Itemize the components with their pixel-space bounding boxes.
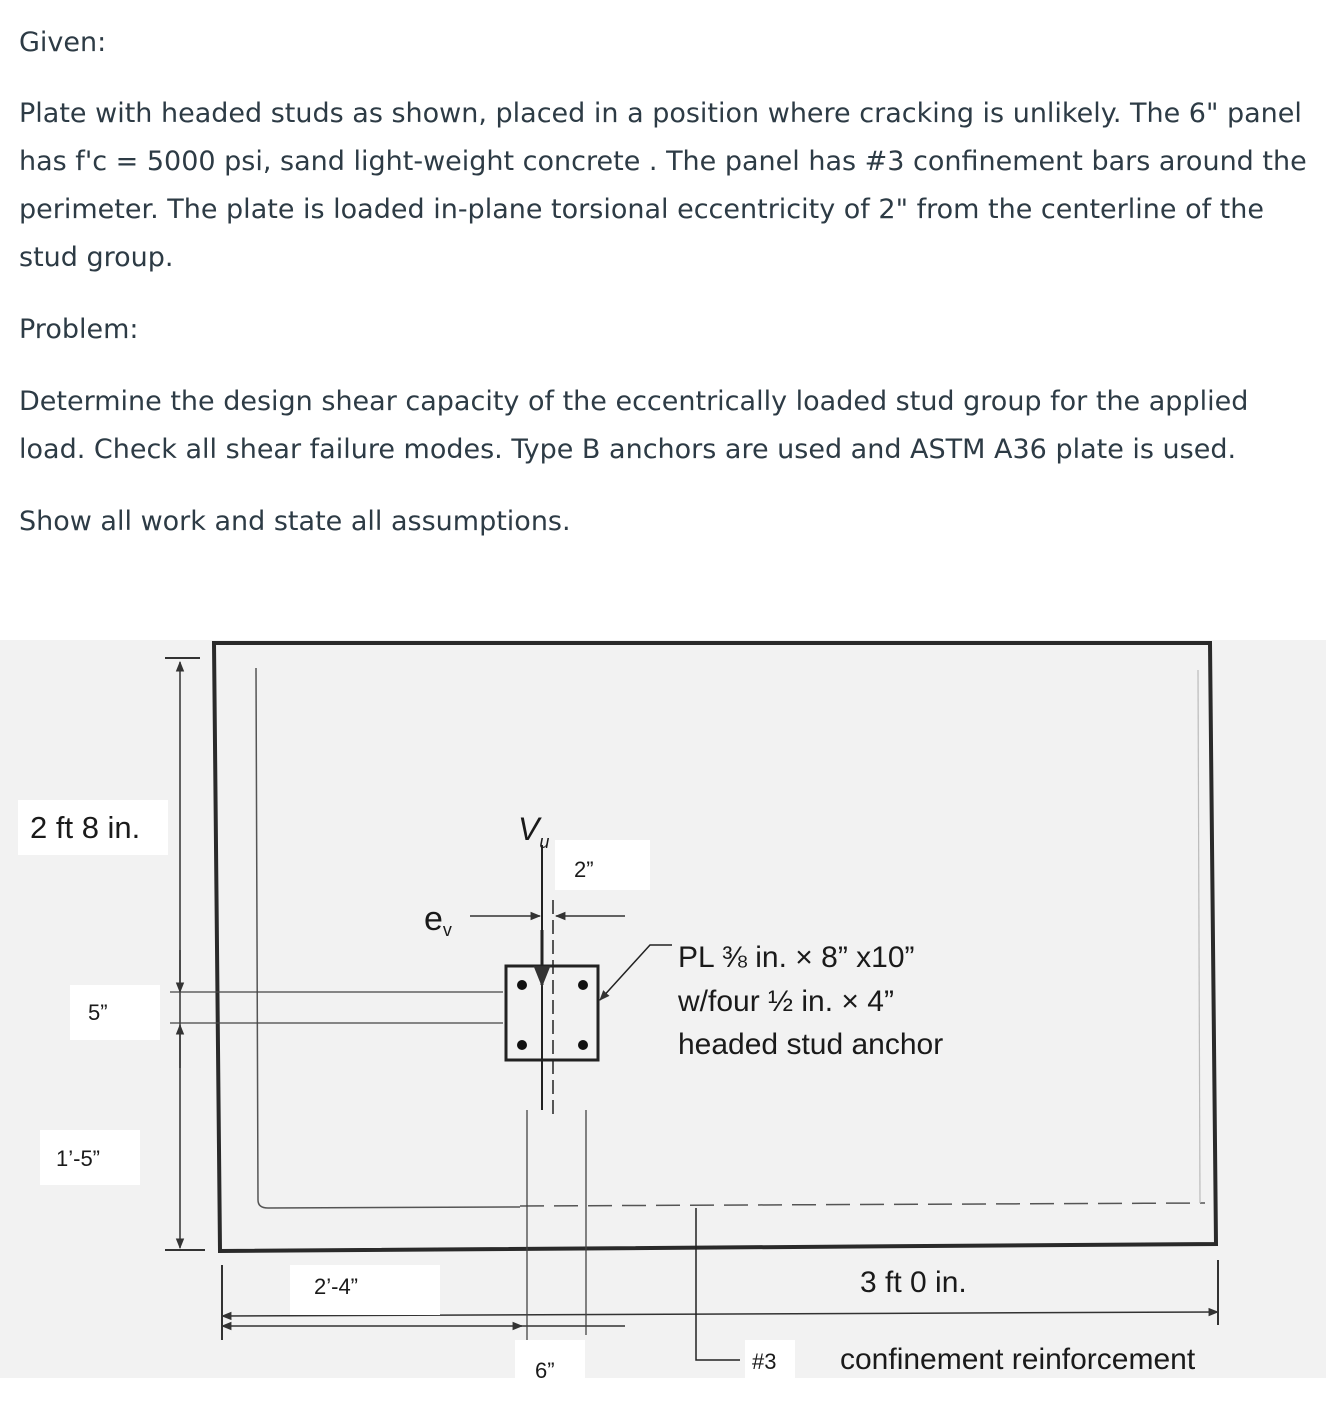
problem-heading: Problem: (19, 314, 139, 345)
problem-paragraph: Determine the design shear capacity of the eccentrically loaded stud group for the applied load. Check all shear failure modes. Type B anchors are used and ASTM A36 plate is used. (19, 386, 1249, 465)
panel-diagram (0, 640, 1326, 1411)
stud-anchor (517, 1040, 527, 1050)
instructions-paragraph: Show all work and state all assumptions. (19, 506, 571, 537)
dim-5-label: 5” (88, 1000, 108, 1025)
dim-3ft-label: 3 ft 0 in. (860, 1266, 967, 1299)
height-label: 2 ft 8 in. (30, 810, 141, 845)
stud-anchor (578, 980, 588, 990)
plate-label-line-2: w/four ½ in. × 4” (678, 985, 894, 1018)
dim-2-4-label: 2’-4” (314, 1274, 359, 1299)
dim-2in-label: 2” (574, 857, 594, 882)
stud-anchor (578, 1040, 588, 1050)
eccentricity-label: ev (424, 900, 452, 940)
stud-anchor (517, 980, 527, 990)
label-box (290, 1265, 440, 1315)
figure-background (0, 640, 1326, 1378)
dim-6-label: 6” (535, 1358, 555, 1383)
plate-label-line-3: headed stud anchor (678, 1028, 944, 1061)
load-label: $V_u$ (518, 811, 550, 852)
dim-1-5-label: 1’-5” (56, 1146, 101, 1171)
label-box (555, 840, 650, 890)
bar-size-label: #3 (752, 1349, 777, 1374)
plate-label-line-1: PL ⅜ in. × 8” x10” (678, 941, 915, 974)
given-paragraph: Plate with headed studs as shown, placed in a position where cracking is unlikely. The 6" panel has f'c = 5000 psi, sand light-weight concrete . The panel has #3 confinement bars around the perimeter. The plate is loaded in-plane torsional eccentricity of 2" from the centerline of the stud group. (19, 98, 1307, 273)
label-box (70, 985, 160, 1040)
reinforcement-label: confinement reinforcement (840, 1343, 1196, 1376)
given-heading: Given: (19, 27, 107, 58)
